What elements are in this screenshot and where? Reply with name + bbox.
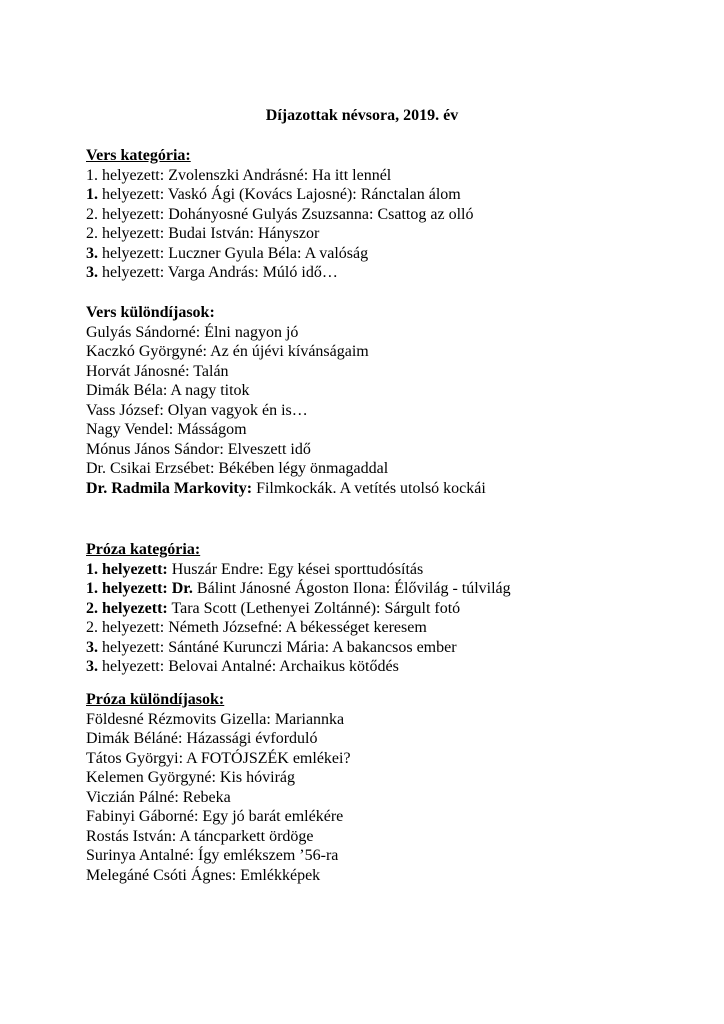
- proza-category-section: [86, 540, 686, 677]
- list-item: Földesné Rézmovits Gizella: Mariannka: [86, 710, 345, 728]
- entry-title-prefix: Dr.: [167, 580, 193, 597]
- vers-special-awards-section: [86, 303, 686, 498]
- list-item: [86, 579, 686, 599]
- list-item: Melegáné Csóti Ágnes: Emlékképek: [86, 866, 321, 884]
- list-item: Surinya Antalné: Így emlékszem ’56-ra: [86, 847, 339, 864]
- rank-label: helyezett:: [98, 244, 165, 262]
- proza-special-awards-heading: Próza különdíjasok:: [86, 691, 225, 708]
- rank-number: 2.: [86, 225, 98, 242]
- list-item: [86, 244, 686, 264]
- rank-number: 2.: [86, 205, 98, 223]
- entry-text: Varga András: Múló idő…: [164, 264, 338, 281]
- list-item: [86, 618, 686, 638]
- rank-label: helyezett:: [98, 186, 165, 203]
- entry-text: Huszár Endre: Egy kései sporttudósítás: [167, 560, 424, 578]
- list-item: Gulyás Sándorné: Élni nagyon jó: [86, 323, 299, 341]
- list-item: Rostás István: A táncparkett ördöge: [86, 827, 314, 845]
- rank-label: helyezett:: [98, 225, 165, 242]
- entry-text: Belovai Antalné: Archaikus kötődés: [164, 658, 399, 675]
- list-item: [86, 599, 686, 619]
- rank-label: 1. helyezett:: [86, 580, 168, 597]
- list-item: Vass József: Olyan vagyok én is…: [86, 401, 308, 419]
- proza-special-awards-section: [86, 690, 686, 885]
- list-item: [86, 479, 686, 499]
- list-item: [86, 560, 686, 580]
- rank-label: helyezett:: [98, 638, 165, 656]
- entry-text: Tara Scott (Lethenyei Zoltánné): Sárgult fotó: [167, 599, 461, 617]
- list-item: Horvát Jánosné: Talán: [86, 362, 229, 380]
- rank-label: 1. helyezett:: [86, 560, 168, 578]
- rank-number: 3.: [86, 244, 98, 262]
- proza-category-heading: Próza kategória:: [86, 541, 201, 558]
- rank-label: helyezett:: [98, 166, 165, 184]
- rank-number: 3.: [86, 264, 98, 281]
- list-item: Viczián Pálné: Rebeka: [86, 788, 231, 806]
- rank-label: helyezett:: [98, 619, 165, 636]
- entry-text: Filmkockák. A vetítés utolsó kockái: [252, 479, 486, 497]
- vers-special-awards-heading: Vers különdíjasok:: [86, 304, 215, 321]
- rank-number: 1.: [86, 166, 98, 184]
- document-title: Díjazottak névsora, 2019. év: [265, 107, 459, 124]
- vers-category-section: [86, 146, 686, 283]
- list-item: Fabinyi Gáborné: Egy jó barát emlékére: [86, 808, 344, 825]
- rank-number: 1.: [86, 186, 98, 203]
- list-item: [86, 657, 686, 677]
- vers-category-heading: Vers kategória:: [86, 147, 191, 164]
- rank-number: 3.: [86, 658, 98, 675]
- entry-text: Bálint Jánosné Ágoston Ilona: Élővilág - túlvilág: [192, 580, 511, 597]
- list-item: [86, 638, 686, 658]
- list-item: Mónus János Sándor: Elveszett idő: [86, 440, 311, 458]
- entry-text: Dohányosné Gulyás Zsuzsanna: Csattog az olló: [164, 205, 474, 223]
- list-item: Nagy Vendel: Másságom: [86, 421, 247, 438]
- list-item: Dimák Béla: A nagy titok: [86, 382, 250, 399]
- entry-text: Budai István: Hányszor: [164, 225, 320, 242]
- list-item: [86, 166, 686, 186]
- rank-label: helyezett:: [98, 264, 165, 281]
- entry-text: Vaskó Ági (Kovács Lajosné): Ránctalan álom: [164, 186, 461, 203]
- rank-number: 3.: [86, 638, 98, 656]
- entry-text: Németh Józsefné: A békességet keresem: [164, 619, 427, 636]
- rank-label: helyezett:: [98, 599, 168, 617]
- entry-text: Sántáné Kurunczi Mária: A bakancsos ember: [164, 638, 457, 656]
- list-item: [86, 205, 686, 225]
- list-item: [86, 224, 686, 244]
- list-item: Dr. Csikai Erzsébet: Békében légy önmagaddal: [86, 460, 389, 477]
- entry-text: Luczner Gyula Béla: A valóság: [164, 244, 369, 262]
- list-item: [86, 263, 686, 283]
- list-item: Kelemen Györgyné: Kis hóvirág: [86, 769, 295, 786]
- entry-text: Zvolenszki Andrásné: Ha itt lennél: [164, 166, 392, 184]
- list-item: Tátos Györgyi: A FOTÓJSZÉK emlékei?: [86, 749, 351, 767]
- list-item: Dimák Béláné: Házassági évforduló: [86, 730, 318, 747]
- list-item: [86, 185, 686, 205]
- list-item: Kaczkó Györgyné: Az én újévi kívánságaim: [86, 343, 369, 360]
- rank-number: 2.: [86, 599, 98, 617]
- rank-label: helyezett:: [98, 658, 165, 675]
- entry-author: Dr. Radmila Markovity:: [86, 479, 253, 497]
- rank-label: helyezett:: [98, 205, 165, 223]
- rank-number: 2.: [86, 619, 98, 636]
